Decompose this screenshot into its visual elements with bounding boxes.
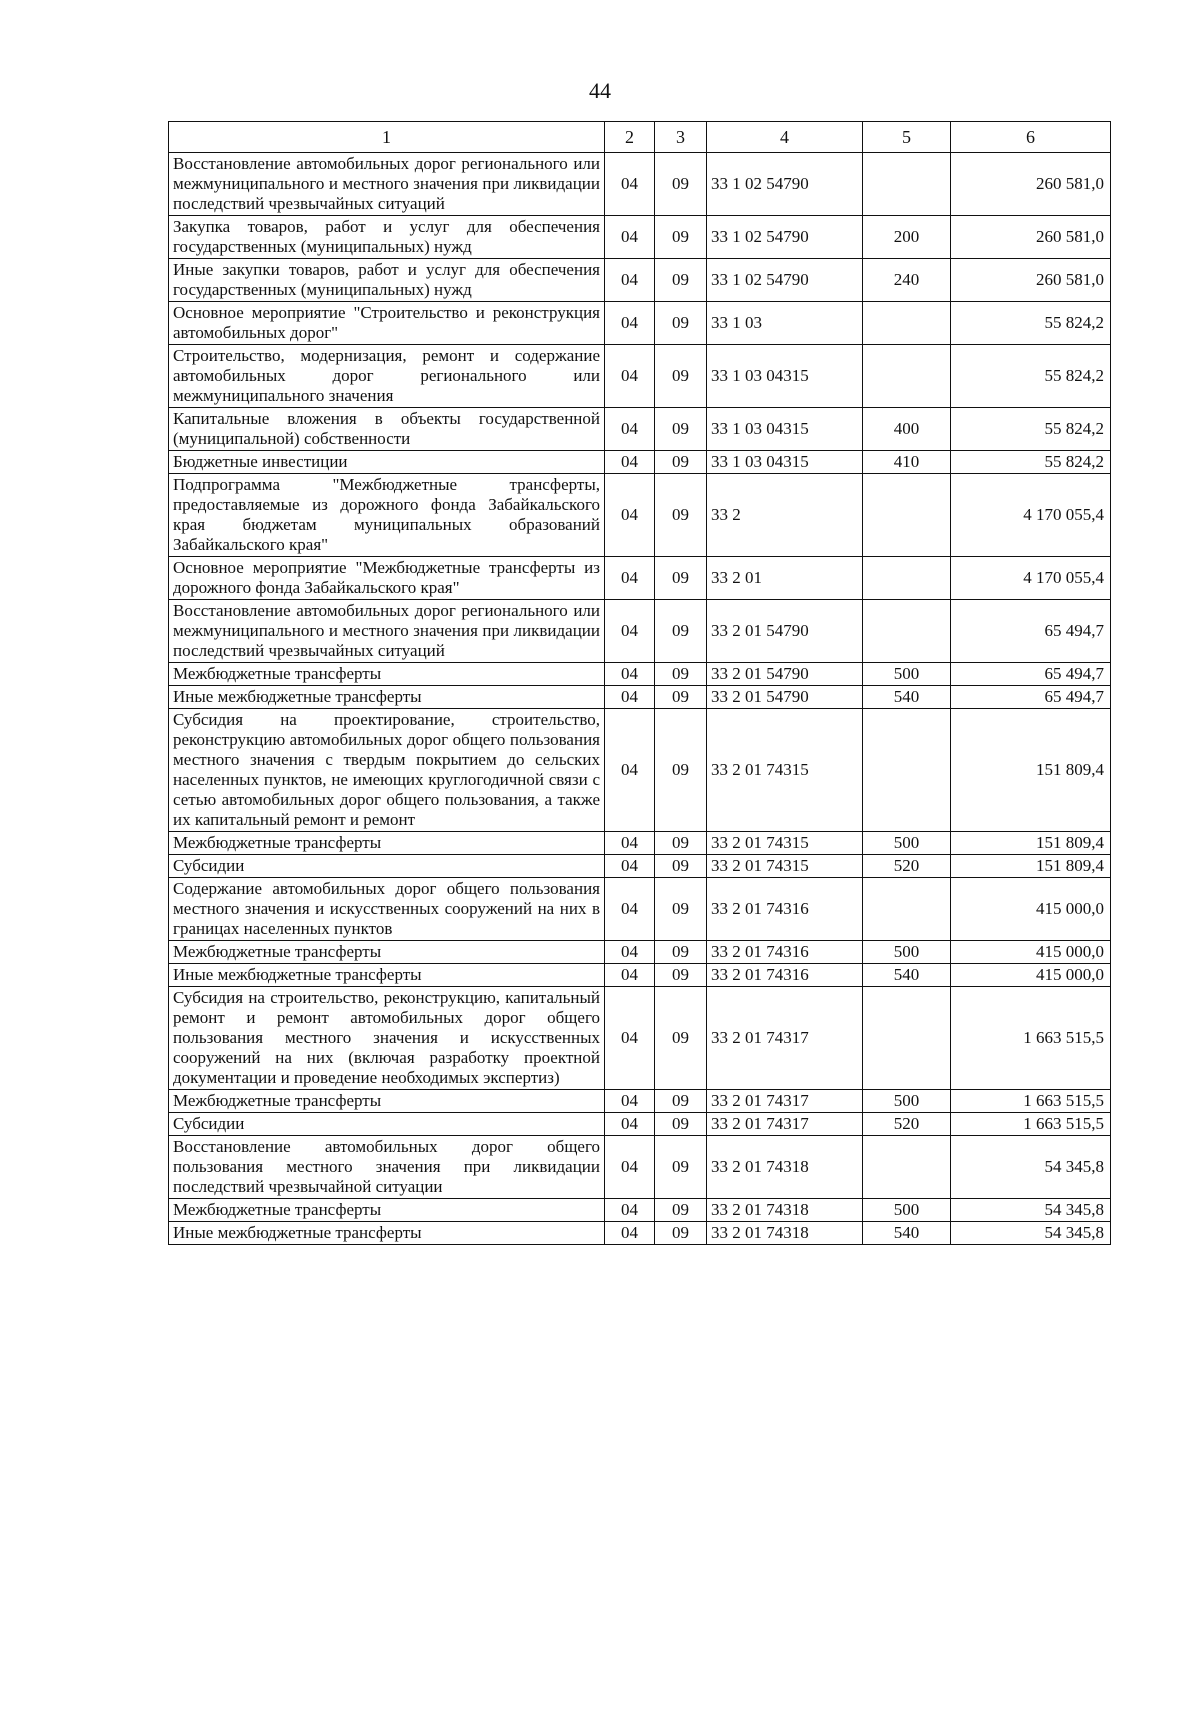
- cell-expense-type: [863, 557, 951, 600]
- table-row: [169, 1113, 1111, 1136]
- cell-item-name: Иные межбюджетные трансферты: [169, 964, 605, 987]
- cell-amount: 415 000,0: [951, 941, 1111, 964]
- cell-expense-type: 520: [863, 1113, 951, 1136]
- table-row: [169, 600, 1111, 663]
- cell-subsection-code: 09: [655, 259, 707, 302]
- cell-item-name: Межбюджетные трансферты: [169, 941, 605, 964]
- cell-section-code: 04: [605, 259, 655, 302]
- cell-target-article: 33 2 01 74316: [707, 941, 863, 964]
- cell-expense-type: 500: [863, 941, 951, 964]
- cell-amount: 151 809,4: [951, 709, 1111, 832]
- cell-section-code: 04: [605, 663, 655, 686]
- cell-subsection-code: 09: [655, 345, 707, 408]
- cell-section-code: 04: [605, 408, 655, 451]
- table-row: [169, 216, 1111, 259]
- cell-subsection-code: 09: [655, 153, 707, 216]
- header-col-6: 6: [951, 122, 1111, 153]
- cell-amount: 55 824,2: [951, 451, 1111, 474]
- cell-amount: 55 824,2: [951, 302, 1111, 345]
- cell-item-name: Капитальные вложения в объекты государственной (муниципальной) собственности: [169, 408, 605, 451]
- cell-subsection-code: 09: [655, 663, 707, 686]
- table-row: [169, 964, 1111, 987]
- cell-amount: 54 345,8: [951, 1199, 1111, 1222]
- table-row: [169, 686, 1111, 709]
- cell-amount: 415 000,0: [951, 964, 1111, 987]
- cell-item-name: Субсидии: [169, 855, 605, 878]
- cell-subsection-code: 09: [655, 987, 707, 1090]
- cell-amount: 65 494,7: [951, 600, 1111, 663]
- header-col-5: 5: [863, 122, 951, 153]
- cell-target-article: 33 1 02 54790: [707, 153, 863, 216]
- cell-item-name: Бюджетные инвестиции: [169, 451, 605, 474]
- cell-target-article: 33 2 01 74318: [707, 1222, 863, 1245]
- cell-target-article: 33 2 01 54790: [707, 663, 863, 686]
- cell-expense-type: 500: [863, 1090, 951, 1113]
- cell-expense-type: 500: [863, 663, 951, 686]
- cell-target-article: 33 1 02 54790: [707, 259, 863, 302]
- cell-expense-type: [863, 709, 951, 832]
- cell-expense-type: 540: [863, 686, 951, 709]
- cell-target-article: 33 2: [707, 474, 863, 557]
- cell-item-name: Иные межбюджетные трансферты: [169, 1222, 605, 1245]
- cell-subsection-code: 09: [655, 941, 707, 964]
- cell-subsection-code: 09: [655, 557, 707, 600]
- cell-amount: 55 824,2: [951, 345, 1111, 408]
- cell-item-name: Субсидии: [169, 1113, 605, 1136]
- cell-section-code: 04: [605, 1090, 655, 1113]
- cell-target-article: 33 1 03 04315: [707, 408, 863, 451]
- cell-target-article: 33 2 01 74316: [707, 878, 863, 941]
- cell-subsection-code: 09: [655, 964, 707, 987]
- cell-expense-type: 540: [863, 964, 951, 987]
- cell-target-article: 33 2 01 74318: [707, 1136, 863, 1199]
- cell-section-code: 04: [605, 557, 655, 600]
- header-col-1: 1: [169, 122, 605, 153]
- cell-section-code: 04: [605, 345, 655, 408]
- cell-expense-type: 500: [863, 1199, 951, 1222]
- cell-subsection-code: 09: [655, 216, 707, 259]
- cell-expense-type: [863, 153, 951, 216]
- cell-item-name: Закупка товаров, работ и услуг для обеспечения государственных (муниципальных) нужд: [169, 216, 605, 259]
- cell-item-name: Межбюджетные трансферты: [169, 1199, 605, 1222]
- header-row: [169, 122, 1111, 153]
- cell-target-article: 33 1 03 04315: [707, 451, 863, 474]
- cell-section-code: 04: [605, 153, 655, 216]
- cell-expense-type: [863, 600, 951, 663]
- cell-amount: 55 824,2: [951, 408, 1111, 451]
- table-row: [169, 709, 1111, 832]
- cell-subsection-code: 09: [655, 474, 707, 557]
- cell-section-code: 04: [605, 1222, 655, 1245]
- cell-section-code: 04: [605, 964, 655, 987]
- budget-table: [168, 121, 1111, 1245]
- cell-expense-type: [863, 1136, 951, 1199]
- cell-item-name: Восстановление автомобильных дорог общего пользования местного значения при ликвидации последствий чрезвычайной ситуации: [169, 1136, 605, 1199]
- cell-section-code: 04: [605, 451, 655, 474]
- table-row: [169, 878, 1111, 941]
- cell-amount: 260 581,0: [951, 153, 1111, 216]
- cell-item-name: Содержание автомобильных дорог общего пользования местного значения и искусственных сооружений на них в границах населенных пунктов: [169, 878, 605, 941]
- cell-subsection-code: 09: [655, 1090, 707, 1113]
- cell-amount: 65 494,7: [951, 686, 1111, 709]
- cell-amount: 4 170 055,4: [951, 557, 1111, 600]
- cell-subsection-code: 09: [655, 1136, 707, 1199]
- cell-target-article: 33 1 03: [707, 302, 863, 345]
- cell-expense-type: 520: [863, 855, 951, 878]
- cell-item-name: Межбюджетные трансферты: [169, 1090, 605, 1113]
- cell-expense-type: 240: [863, 259, 951, 302]
- cell-expense-type: [863, 474, 951, 557]
- cell-amount: 1 663 515,5: [951, 1090, 1111, 1113]
- cell-target-article: 33 2 01 74317: [707, 987, 863, 1090]
- cell-expense-type: 400: [863, 408, 951, 451]
- cell-item-name: Иные межбюджетные трансферты: [169, 686, 605, 709]
- table-row: [169, 832, 1111, 855]
- cell-subsection-code: 09: [655, 1222, 707, 1245]
- cell-amount: 1 663 515,5: [951, 987, 1111, 1090]
- cell-amount: 54 345,8: [951, 1136, 1111, 1199]
- cell-target-article: 33 2 01 74315: [707, 855, 863, 878]
- cell-item-name: Межбюджетные трансферты: [169, 663, 605, 686]
- cell-section-code: 04: [605, 302, 655, 345]
- cell-target-article: 33 2 01 74318: [707, 1199, 863, 1222]
- cell-section-code: 04: [605, 709, 655, 832]
- cell-item-name: Строительство, модернизация, ремонт и содержание автомобильных дорог регионального или межмуниципального значения: [169, 345, 605, 408]
- cell-subsection-code: 09: [655, 451, 707, 474]
- cell-target-article: 33 1 02 54790: [707, 216, 863, 259]
- cell-target-article: 33 2 01 74315: [707, 832, 863, 855]
- cell-expense-type: [863, 987, 951, 1090]
- cell-subsection-code: 09: [655, 832, 707, 855]
- cell-expense-type: 200: [863, 216, 951, 259]
- cell-section-code: 04: [605, 832, 655, 855]
- cell-expense-type: [863, 345, 951, 408]
- cell-section-code: 04: [605, 1199, 655, 1222]
- cell-item-name: Субсидия на строительство, реконструкцию, капитальный ремонт и ремонт автомобильных дорог общего пользования местного значения и искусственных сооружений на них (включая разработку проектной документации и проведение необходимых экспертиз): [169, 987, 605, 1090]
- cell-target-article: 33 2 01 54790: [707, 686, 863, 709]
- table-row: [169, 1222, 1111, 1245]
- cell-target-article: 33 2 01 74317: [707, 1113, 863, 1136]
- table-row: [169, 1090, 1111, 1113]
- cell-item-name: Иные закупки товаров, работ и услуг для обеспечения государственных (муниципальных) нужд: [169, 259, 605, 302]
- table-row: [169, 259, 1111, 302]
- cell-amount: 4 170 055,4: [951, 474, 1111, 557]
- cell-section-code: 04: [605, 474, 655, 557]
- cell-target-article: 33 2 01: [707, 557, 863, 600]
- cell-subsection-code: 09: [655, 878, 707, 941]
- cell-subsection-code: 09: [655, 709, 707, 832]
- cell-section-code: 04: [605, 878, 655, 941]
- cell-expense-type: 500: [863, 832, 951, 855]
- table-row: [169, 1136, 1111, 1199]
- cell-subsection-code: 09: [655, 1199, 707, 1222]
- table-row: [169, 855, 1111, 878]
- cell-amount: 415 000,0: [951, 878, 1111, 941]
- cell-item-name: Основное мероприятие "Строительство и реконструкция автомобильных дорог": [169, 302, 605, 345]
- cell-subsection-code: 09: [655, 408, 707, 451]
- page-number: 44: [589, 78, 611, 103]
- header-col-3: 3: [655, 122, 707, 153]
- cell-expense-type: [863, 302, 951, 345]
- cell-amount: 54 345,8: [951, 1222, 1111, 1245]
- cell-item-name: Основное мероприятие "Межбюджетные трансферты из дорожного фонда Забайкальского края": [169, 557, 605, 600]
- cell-target-article: 33 1 03 04315: [707, 345, 863, 408]
- cell-target-article: 33 2 01 54790: [707, 600, 863, 663]
- cell-section-code: 04: [605, 1136, 655, 1199]
- cell-amount: 260 581,0: [951, 259, 1111, 302]
- cell-amount: 260 581,0: [951, 216, 1111, 259]
- cell-item-name: Восстановление автомобильных дорог регионального или межмуниципального и местного значения при ликвидации последствий чрезвычайных ситуаций: [169, 153, 605, 216]
- cell-subsection-code: 09: [655, 302, 707, 345]
- cell-subsection-code: 09: [655, 855, 707, 878]
- cell-section-code: 04: [605, 855, 655, 878]
- cell-amount: 1 663 515,5: [951, 1113, 1111, 1136]
- table-row: [169, 987, 1111, 1090]
- table-row: [169, 451, 1111, 474]
- table-row: [169, 302, 1111, 345]
- cell-section-code: 04: [605, 216, 655, 259]
- cell-section-code: 04: [605, 686, 655, 709]
- header-col-4: 4: [707, 122, 863, 153]
- table-row: [169, 557, 1111, 600]
- cell-amount: 151 809,4: [951, 855, 1111, 878]
- cell-amount: 151 809,4: [951, 832, 1111, 855]
- cell-section-code: 04: [605, 987, 655, 1090]
- cell-item-name: Межбюджетные трансферты: [169, 832, 605, 855]
- table-row: [169, 408, 1111, 451]
- cell-section-code: 04: [605, 1113, 655, 1136]
- table-row: [169, 941, 1111, 964]
- table-row: [169, 345, 1111, 408]
- cell-section-code: 04: [605, 600, 655, 663]
- cell-expense-type: 540: [863, 1222, 951, 1245]
- cell-target-article: 33 2 01 74316: [707, 964, 863, 987]
- table-row: [169, 474, 1111, 557]
- cell-subsection-code: 09: [655, 1113, 707, 1136]
- cell-subsection-code: 09: [655, 686, 707, 709]
- table-row: [169, 1199, 1111, 1222]
- table-row: [169, 663, 1111, 686]
- cell-amount: 65 494,7: [951, 663, 1111, 686]
- cell-target-article: 33 2 01 74317: [707, 1090, 863, 1113]
- cell-item-name: Субсидия на проектирование, строительство, реконструкцию автомобильных дорог общего пользования местного значения с твердым покрытием до сельских населенных пунктов, не имеющих круглогодичной связи с сетью автомобильных дорог общего пользования, а также их капитальный ремонт и ремонт: [169, 709, 605, 832]
- cell-expense-type: 410: [863, 451, 951, 474]
- cell-item-name: Подпрограмма "Межбюджетные трансферты, предоставляемые из дорожного фонда Забайкальского края бюджетам муниципальных образований Забайкальского края": [169, 474, 605, 557]
- cell-section-code: 04: [605, 941, 655, 964]
- table-row: [169, 153, 1111, 216]
- header-col-2: 2: [605, 122, 655, 153]
- cell-target-article: 33 2 01 74315: [707, 709, 863, 832]
- cell-item-name: Восстановление автомобильных дорог регионального или межмуниципального и местного значения при ликвидации последствий чрезвычайных ситуаций: [169, 600, 605, 663]
- cell-subsection-code: 09: [655, 600, 707, 663]
- cell-expense-type: [863, 878, 951, 941]
- table-body: [169, 153, 1111, 1245]
